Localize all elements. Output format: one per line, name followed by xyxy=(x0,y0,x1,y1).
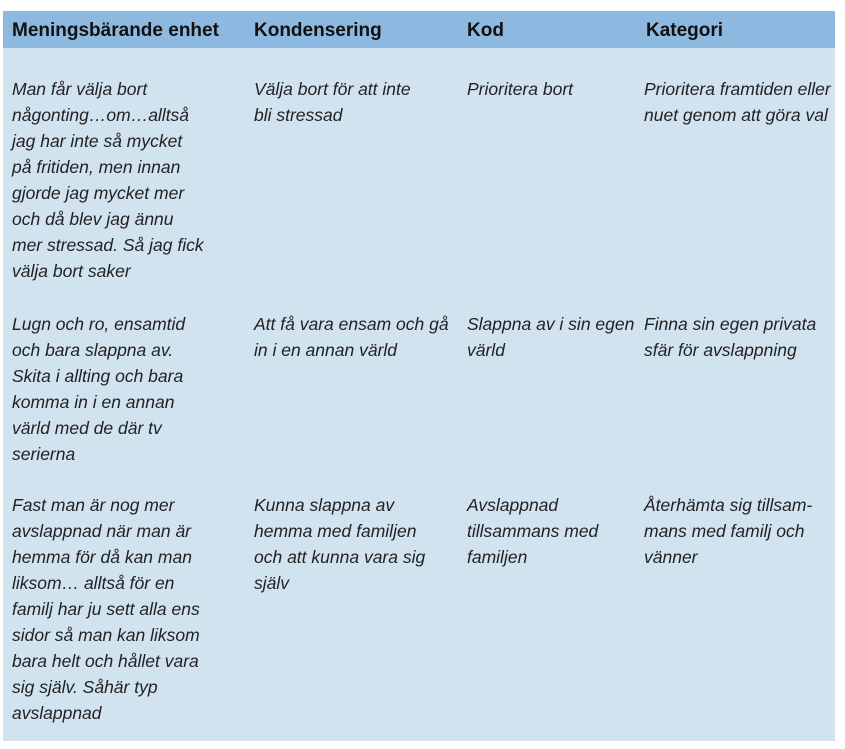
header-category: Kategori xyxy=(646,20,724,41)
cell-category: Återhämta sig tillsam- mans med familj och vänner xyxy=(644,495,813,567)
cell-category: Finna sin egen privata sfär för avslappning xyxy=(644,314,817,360)
cell-category: Prioritera framtiden eller nuet genom att göra val xyxy=(644,79,831,125)
header-meaning-unit: Meningsbärande enhet xyxy=(12,20,219,41)
header-condensation: Kondensering xyxy=(254,20,382,41)
cell-condensation: Välja bort för att inte bli stressad xyxy=(254,79,411,125)
analysis-table xyxy=(3,11,835,741)
cell-meaning-unit: Man får välja bort någonting…om…alltså jag har inte så mycket på fritiden, men innan gjorde jag mycket mer och då blev jag ännu mer stressad. Så jag fick välja bort saker xyxy=(12,79,204,281)
cell-condensation: Att få vara ensam och gå in i en annan värld xyxy=(254,314,449,360)
cell-meaning-unit: Lugn och ro, ensamtid och bara slappna av. Skita i allting och bara komma in i en annan värld med de där tv serierna xyxy=(12,314,186,464)
header-code: Kod xyxy=(467,20,504,41)
cell-condensation: Kunna slappna av hemma med familjen och att kunna vara sig själv xyxy=(254,495,426,593)
table-header-row xyxy=(3,11,835,48)
cell-meaning-unit: Fast man är nog mer avslappnad när man är hemma för då kan man liksom… alltså för en familj har ju sett alla ens sidor så man kan liksom bara helt och hållet vara sig själv. Såhär typ avslappnad xyxy=(12,495,200,723)
cell-code: Prioritera bort xyxy=(467,79,574,99)
cell-code: Slappna av i sin egen värld xyxy=(467,314,635,360)
cell-code: Avslappnad tillsammans med familjen xyxy=(467,495,599,567)
